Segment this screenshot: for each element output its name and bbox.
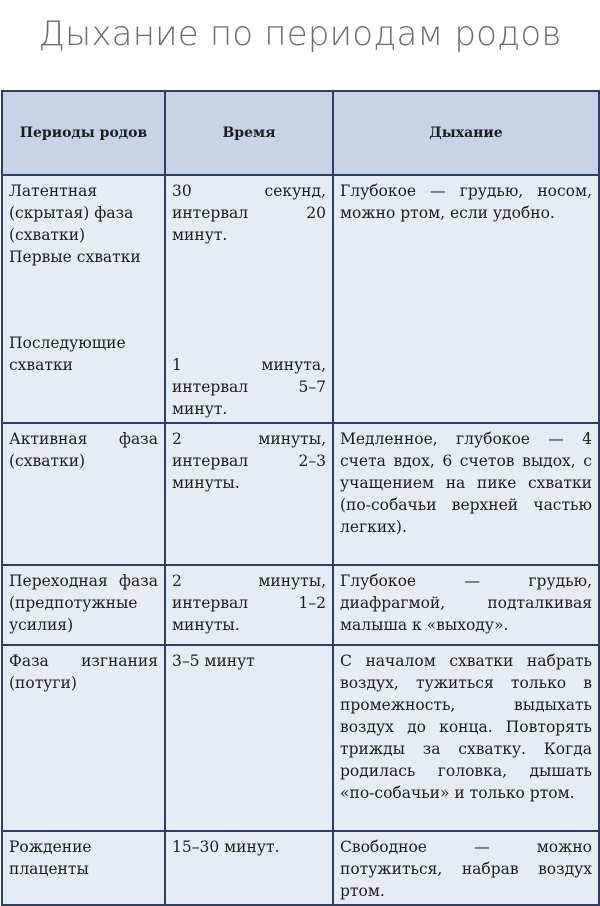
header-time: Время [165, 91, 333, 175]
header-periods: Периоды родов [2, 91, 165, 175]
period-cell: Переходная фаза (предпотужные усилия) [2, 565, 165, 645]
breathing-table [1, 90, 600, 906]
period-subsequent-contractions: Последующие схватки [9, 334, 126, 374]
breathing-cell: Свободное — можно потужиться, набрав воздух ртом. [333, 831, 599, 905]
breathing-cell: Глубокое — грудью, носом, можно ртом, если удобно. [333, 175, 599, 423]
time-cell: 3–5 минут [165, 645, 333, 831]
time-cell: 2 минуты, интервал 1–2 минуты. [165, 565, 333, 645]
time-first: 30 секунд, интервал 20 минут. [172, 182, 326, 244]
header-breathing: Дыхание [333, 91, 599, 175]
table-row [2, 831, 599, 905]
period-cell [2, 175, 165, 423]
table-row [2, 175, 599, 423]
period-cell: Рождение плаценты [2, 831, 165, 905]
time-cell: 2 минуты, интервал 2–3 минуты. [165, 423, 333, 565]
period-cell: Активная фаза (схватки) [2, 423, 165, 565]
time-cell [165, 175, 333, 423]
period-first-contractions: Первые схватки [9, 248, 141, 266]
breathing-cell: Медленное, глубокое — 4 счета вдох, 6 счетов выдох, с учащением на пике схватки (по-собачьи верхней частью легких). [333, 423, 599, 565]
table-header-row [2, 91, 599, 175]
period-cell: Фаза изгнания (потуги) [2, 645, 165, 831]
table-row [2, 565, 599, 645]
period-latent: Латентная (скрытая) фаза (схватки) [9, 182, 134, 244]
time-subsequent: 1 минута, интервал 5–7 минут. [172, 356, 326, 418]
breathing-cell: С началом схватки набрать воздух, тужиться только в промежность, выдыхать воздух до конца. Повторять трижды за схватку. Когда родилась головка, дышать «по-собачьи» и только ртом. [333, 645, 599, 831]
table-row [2, 645, 599, 831]
breathing-cell: Глубокое — грудью, диафрагмой, подталкивая малыша к «выходу». [333, 565, 599, 645]
time-cell: 15–30 минут. [165, 831, 333, 905]
table-row [2, 423, 599, 565]
page-title: Дыхание по периодам родов [38, 14, 562, 54]
